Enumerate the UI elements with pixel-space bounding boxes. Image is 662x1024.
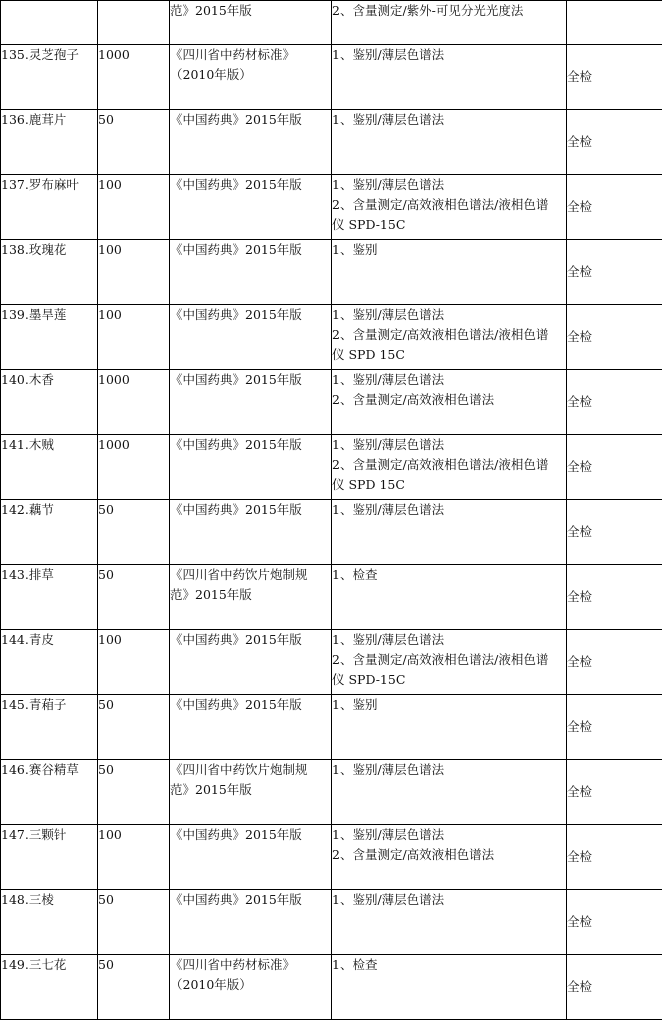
name-cell (1, 435, 98, 500)
standard-cell (170, 175, 332, 240)
table-row (1, 955, 662, 1020)
quantity: 1000 (98, 437, 130, 452)
result-text: 全检 (567, 784, 593, 799)
name-cell (1, 110, 98, 175)
name-cell (1, 695, 98, 760)
row-number: 143. (1, 567, 29, 582)
quantity: 50 (98, 697, 114, 712)
qty-cell (98, 305, 170, 370)
name-cell (1, 890, 98, 955)
table-row (1, 45, 662, 110)
table-row (1, 175, 662, 240)
row-number: 141. (1, 437, 29, 452)
quantity: 50 (98, 892, 114, 907)
result-cell (567, 500, 662, 565)
method-line: 2、含量测定/高效液相色谱法 (332, 847, 495, 862)
row-number: 145. (1, 697, 29, 712)
result-text: 全检 (567, 524, 593, 539)
standard-line: 《四川省中药材标准》 (170, 47, 296, 62)
method-line: 1、鉴别 (332, 242, 378, 257)
method-cell (332, 305, 567, 370)
standard-cell (170, 695, 332, 760)
table-row (1, 630, 662, 695)
qty-cell (98, 890, 170, 955)
result-cell (567, 760, 662, 825)
standard-line: 《中国药典》2015年版 (170, 112, 302, 127)
qty-cell (98, 565, 170, 630)
qty-cell (98, 500, 170, 565)
row-number: 138. (1, 242, 29, 257)
qty-cell (98, 1, 170, 45)
item-name: 墨旱莲 (28, 307, 67, 322)
row-number: 144. (1, 632, 29, 647)
item-name: 三颗针 (28, 827, 67, 842)
standard-line: 《四川省中药材标准》 (170, 957, 296, 972)
method-line: 1、鉴别/薄层色谱法 (332, 632, 445, 647)
quantity: 100 (98, 827, 122, 842)
item-name: 木贼 (28, 437, 54, 452)
method-line: 1、鉴别/薄层色谱法 (332, 502, 445, 517)
name-cell (1, 565, 98, 630)
result-cell (567, 1, 662, 45)
name-cell (1, 175, 98, 240)
name-cell (1, 955, 98, 1020)
table-row (1, 760, 662, 825)
standard-line: 《中国药典》2015年版 (170, 697, 302, 712)
name-cell (1, 370, 98, 435)
method-line: 2、含量测定/高效液相色谱法 (332, 392, 495, 407)
quantity: 50 (98, 762, 114, 777)
item-name: 灵芝孢子 (28, 47, 79, 62)
method-line: 1、鉴别/薄层色谱法 (332, 307, 445, 322)
method-line: 2、含量测定/紫外-可见分光光度法 (332, 3, 524, 18)
standard-cell (170, 110, 332, 175)
table-row (1, 110, 662, 175)
qty-cell (98, 435, 170, 500)
standard-cell (170, 240, 332, 305)
result-text: 全检 (567, 264, 593, 279)
method-line: 1、鉴别/薄层色谱法 (332, 372, 445, 387)
standard-line: 《中国药典》2015年版 (170, 307, 302, 322)
method-cell (332, 45, 567, 110)
method-line: 仪 SPD 15C (332, 477, 405, 492)
quantity: 100 (98, 307, 122, 322)
qty-cell (98, 630, 170, 695)
standard-cell (170, 955, 332, 1020)
item-name: 青葙子 (28, 697, 67, 712)
item-name: 排草 (28, 567, 54, 582)
method-cell (332, 695, 567, 760)
row-number: 147. (1, 827, 29, 842)
result-cell (567, 695, 662, 760)
row-number: 137. (1, 177, 29, 192)
standard-cell (170, 890, 332, 955)
row-number: 135. (1, 47, 29, 62)
result-text: 全检 (567, 69, 593, 84)
name-cell (1, 825, 98, 890)
standard-cell (170, 760, 332, 825)
table-row (1, 240, 662, 305)
qty-cell (98, 370, 170, 435)
standard-cell (170, 45, 332, 110)
standard-line: 《中国药典》2015年版 (170, 632, 302, 647)
name-cell (1, 45, 98, 110)
table-row (1, 890, 662, 955)
result-text: 全检 (567, 849, 593, 864)
standard-line: （2010年版） (170, 67, 252, 82)
result-text: 全检 (567, 329, 593, 344)
result-cell (567, 305, 662, 370)
method-cell (332, 240, 567, 305)
result-cell (567, 175, 662, 240)
standard-cell (170, 305, 332, 370)
result-cell (567, 955, 662, 1020)
result-cell (567, 370, 662, 435)
quantity: 1000 (98, 372, 130, 387)
method-cell (332, 500, 567, 565)
name-cell (1, 1, 98, 45)
qty-cell (98, 175, 170, 240)
method-cell (332, 955, 567, 1020)
result-cell (567, 110, 662, 175)
standard-line: 《四川省中药饮片炮制规 (170, 762, 308, 777)
table-row (1, 825, 662, 890)
item-name: 木香 (28, 372, 54, 387)
standard-line: 《中国药典》2015年版 (170, 177, 302, 192)
standard-line: 《中国药典》2015年版 (170, 437, 302, 452)
method-cell (332, 435, 567, 500)
quantity: 50 (98, 112, 114, 127)
standard-cell (170, 435, 332, 500)
result-text: 全检 (567, 719, 593, 734)
method-line: 1、检查 (332, 567, 378, 582)
standard-line: 《中国药典》2015年版 (170, 892, 302, 907)
table-row (1, 435, 662, 500)
item-name: 藕节 (28, 502, 54, 517)
table-row-partial (1, 1, 662, 45)
row-number: 140. (1, 372, 29, 387)
method-line: 1、鉴别/薄层色谱法 (332, 177, 445, 192)
item-name: 青皮 (28, 632, 54, 647)
standard-cell (170, 565, 332, 630)
method-line: 仪 SPD 15C (332, 347, 405, 362)
item-name: 三棱 (28, 892, 54, 907)
row-number: 148. (1, 892, 29, 907)
method-cell (332, 825, 567, 890)
result-cell (567, 45, 662, 110)
name-cell (1, 760, 98, 825)
standard-line: 《中国药典》2015年版 (170, 242, 302, 257)
qty-cell (98, 45, 170, 110)
method-cell (332, 630, 567, 695)
name-cell (1, 630, 98, 695)
table-row (1, 370, 662, 435)
method-line: 1、鉴别 (332, 697, 378, 712)
quantity: 100 (98, 242, 122, 257)
item-name: 鹿茸片 (28, 112, 67, 127)
quantity: 50 (98, 957, 114, 972)
item-name: 玫瑰花 (28, 242, 67, 257)
result-text: 全检 (567, 134, 593, 149)
standard-line: 范》2015年版 (170, 3, 252, 18)
item-name: 赛谷精草 (28, 762, 79, 777)
result-cell (567, 890, 662, 955)
method-line: 1、鉴别/薄层色谱法 (332, 892, 445, 907)
result-text: 全检 (567, 394, 593, 409)
standard-cell (170, 1, 332, 45)
result-text: 全检 (567, 979, 593, 994)
method-cell (332, 760, 567, 825)
method-line: 1、检查 (332, 957, 378, 972)
method-line: 1、鉴别/薄层色谱法 (332, 47, 445, 62)
standard-cell (170, 630, 332, 695)
table-row (1, 305, 662, 370)
table-row (1, 565, 662, 630)
quantity: 100 (98, 632, 122, 647)
method-line: 2、含量测定/高效液相色谱法/液相色谱 (332, 652, 549, 667)
result-text: 全检 (567, 459, 593, 474)
row-number: 146. (1, 762, 29, 777)
item-name: 罗布麻叶 (28, 177, 79, 192)
result-cell (567, 565, 662, 630)
result-cell (567, 435, 662, 500)
qty-cell (98, 760, 170, 825)
standard-line: 范》2015年版 (170, 587, 252, 602)
method-line: 1、鉴别/薄层色谱法 (332, 827, 445, 842)
row-number: 142. (1, 502, 29, 517)
method-line: 1、鉴别/薄层色谱法 (332, 762, 445, 777)
row-number: 136. (1, 112, 29, 127)
standard-line: 《中国药典》2015年版 (170, 827, 302, 842)
standard-cell (170, 500, 332, 565)
qty-cell (98, 695, 170, 760)
quantity: 50 (98, 567, 114, 582)
method-cell (332, 1, 567, 45)
qty-cell (98, 955, 170, 1020)
name-cell (1, 240, 98, 305)
inspection-table-body (1, 1, 662, 1020)
method-line: 2、含量测定/高效液相色谱法/液相色谱 (332, 457, 549, 472)
quantity: 1000 (98, 47, 130, 62)
method-cell (332, 565, 567, 630)
method-line: 仪 SPD-15C (332, 217, 406, 232)
method-cell (332, 175, 567, 240)
standard-line: 《中国药典》2015年版 (170, 372, 302, 387)
result-text: 全检 (567, 199, 593, 214)
standard-line: 范》2015年版 (170, 782, 252, 797)
qty-cell (98, 240, 170, 305)
standard-line: 《中国药典》2015年版 (170, 502, 302, 517)
result-cell (567, 630, 662, 695)
standard-line: （2010年版） (170, 977, 252, 992)
qty-cell (98, 825, 170, 890)
result-cell (567, 825, 662, 890)
method-cell (332, 110, 567, 175)
method-line: 2、含量测定/高效液相色谱法/液相色谱 (332, 327, 549, 342)
method-line: 1、鉴别/薄层色谱法 (332, 437, 445, 452)
qty-cell (98, 110, 170, 175)
standard-line: 《四川省中药饮片炮制规 (170, 567, 308, 582)
standard-cell (170, 370, 332, 435)
result-text: 全检 (567, 914, 593, 929)
method-line: 2、含量测定/高效液相色谱法/液相色谱 (332, 197, 549, 212)
table-row (1, 695, 662, 760)
method-line: 1、鉴别/薄层色谱法 (332, 112, 445, 127)
name-cell (1, 500, 98, 565)
row-number: 149. (1, 957, 29, 972)
item-name: 三七花 (28, 957, 67, 972)
table-row (1, 500, 662, 565)
method-line: 仪 SPD-15C (332, 672, 406, 687)
quantity: 100 (98, 177, 122, 192)
row-number: 139. (1, 307, 29, 322)
standard-cell (170, 825, 332, 890)
quantity: 50 (98, 502, 114, 517)
result-cell (567, 240, 662, 305)
name-cell (1, 305, 98, 370)
result-text: 全检 (567, 589, 593, 604)
method-cell (332, 370, 567, 435)
method-cell (332, 890, 567, 955)
result-text: 全检 (567, 654, 593, 669)
